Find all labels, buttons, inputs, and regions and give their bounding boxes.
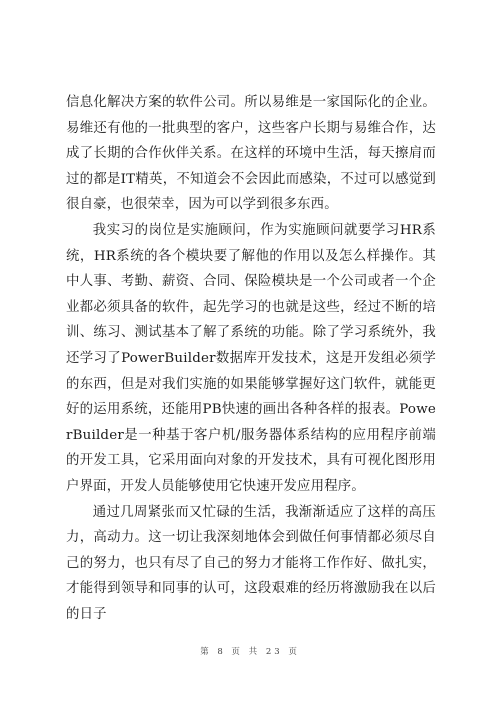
page-number-label: 第 8 页 共 23 页: [200, 647, 300, 657]
paragraph-1: 信息化解决方案的软件公司。所以易维是一家国际化的企业。易维还有他的一批典型的客户，这些客户长期与易维合作，达成了长期的合作伙伴关系。在这样的环境中生活，每天擦肩而过的都是IT精英，不知道会不会因此而感染，不过可以感觉到很自豪，也很荣幸，因为可以学到很多东西。: [66, 95, 436, 213]
paragraph-2: 我实习的岗位是实施顾问，作为实施顾问就要学习HR系统，HR系统的各个模块要了解他的作用以及怎么样操作。其中人事、考勤、薪资、合同、保险模块是一个公司或者一个企业都必须具备的软件，起先学习的也就是这些，经过不断的培训、练习、测试基本了解了系统的功能。除了学习系统外，我还学习了PowerBuilder数据库开发技术，这是开发组必须学的东西，但是对我们实施的如果能够掌握好这门软件，就能更好的运用系统，还能用PB快速的画出各种各样的报表。PowerBuilder是一种基于客户机/服务器体系结构的应用程序前端的开发工具，它采用面向对象的开发技术，具有可视化图形用户界面，开发人员能够使用它快速开发应用程序。: [66, 222, 436, 494]
document-body: [66, 90, 436, 627]
page-footer: [0, 645, 500, 657]
paragraph-3: 通过几周紧张而又忙碌的生活，我渐渐适应了这样的高压力，高动力。这一切让我深刻地体会到做任何事情都必须尽自己的努力，也只有尽了自己的努力才能将工作作好、做扎实，才能得到领导和同事的认可，这段艰难的经历将激励我在以后的日子: [66, 504, 436, 622]
